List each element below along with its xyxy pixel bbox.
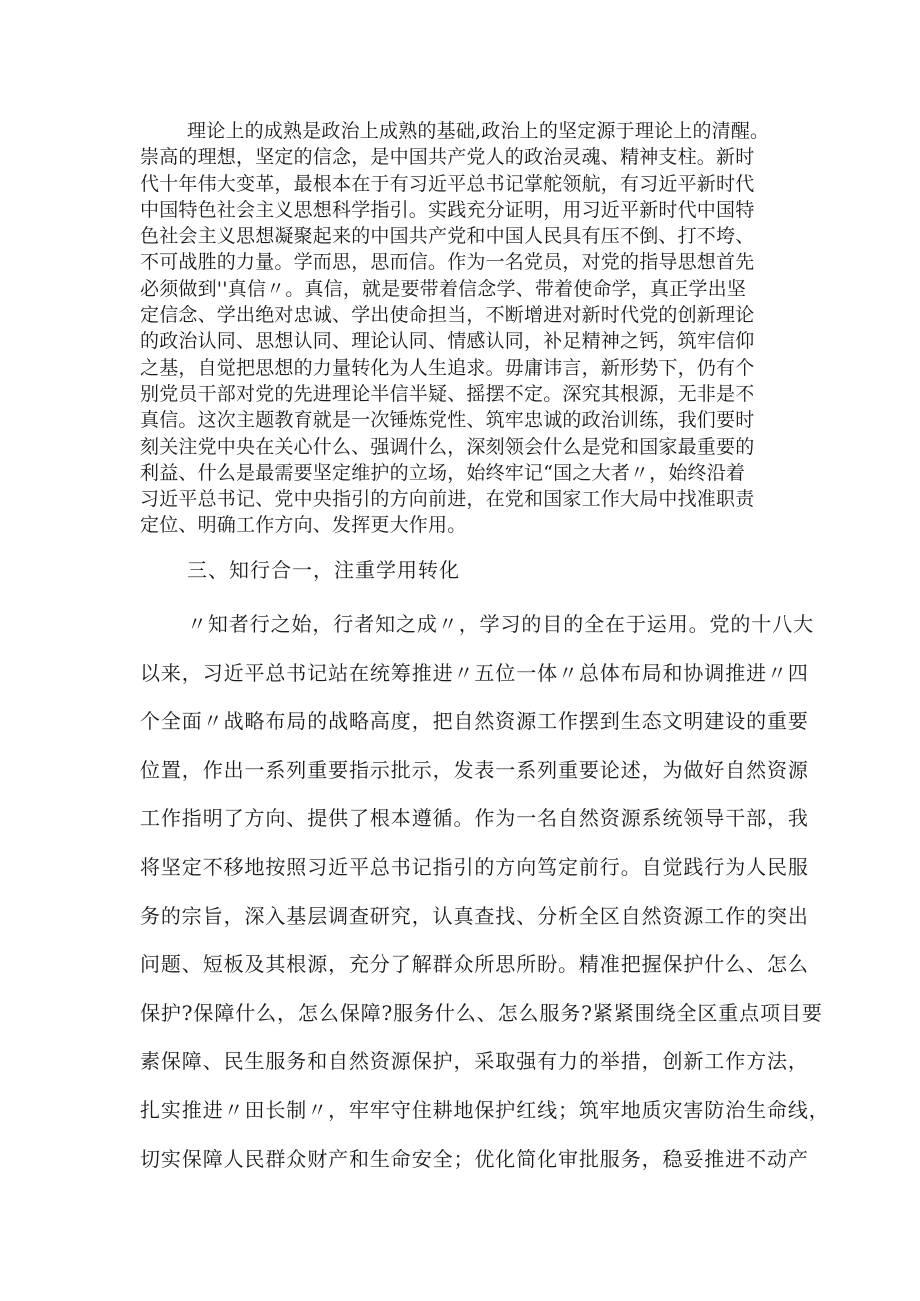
text-line: 代十年伟大变革，最根本在于有习近平总书记掌舵领航，有习近平新时代 [140, 172, 755, 195]
text-line: 素保障、民生服务和自然资源保护，采取强有力的举措，创新工作方法， [140, 1049, 809, 1074]
text-line: 刻关注党中央在关心什么、强调什么，深刻领会什么是党和国家最重要的 [140, 435, 755, 458]
text-line: 习近平总书记、党中央指引的方向前进，在党和国家工作大局中找准职责 [140, 488, 755, 511]
text-line: 之基，自觉把思想的力量转化为人生追求。毋庸讳言，新形势下，仍有个 [140, 356, 755, 379]
text-line: 色社会主义思想凝聚起来的中国共产党和中国人民具有压不倒、打不垮、 [140, 225, 755, 248]
paragraph-theory [140, 118, 840, 539]
text-line: 扎实推进〃田长制〃，牢牢守住耕地保护红线；筑牢地质灾害防治生命线， [140, 1097, 830, 1122]
text-line: 定位、明确工作方向、发挥更大作用。 [140, 514, 467, 537]
text-line: 将坚定不移地按照习近平总书记指引的方向笃定前行。自觉践行为人民服 [140, 854, 809, 879]
text-line: 理论上的成熟是政治上成熟的基础,政治上的坚定源于理论上的清醒。 [187, 120, 770, 142]
text-line: 定信念、学出绝对忠诚、学出使命担当，不断增进对新时代党的创新理论 [140, 304, 755, 327]
text-line: 〃知者行之始，行者知之成〃，学习的目的全在于运用。党的十八大 [187, 612, 814, 636]
text-line: 崇高的理想，坚定的信念，是中国共产党人的政治灵魂、精神支柱。新时 [140, 146, 755, 169]
text-line: 利益、什么是最需要坚定维护的立场，始终牢记“国之大者〃，始终沿着 [140, 461, 746, 484]
text-line: 真信。这次主题教育就是一次锤炼党性、筑牢忠诚的政治训练，我们要时 [140, 409, 755, 432]
section-heading: 三、知行合一，注重学用转化 [187, 558, 460, 582]
text-line: 不可战胜的力量。学而思，思而信。作为一名党员，对党的指导思想首先 [140, 251, 755, 274]
text-line: 以来，习近平总书记站在统筹推进〃五位一体〃总体布局和协调推进〃四 [140, 660, 809, 685]
text-line: 保护?保障什么，怎么保障?服务什么、怎么服务?紧紧围绕全区重点项目要 [140, 1000, 823, 1025]
text-line: 工作指明了方向、提供了根本遵循。作为一名自然资源系统领导干部，我 [140, 806, 809, 831]
text-line: 问题、短板及其根源，充分了解群众所思所盼。精准把握保护什么、怎么 [140, 952, 809, 977]
text-line: 的政治认同、思想认同、理论认同、情感认同，补足精神之钙，筑牢信仰 [140, 330, 755, 353]
paragraph-practice [140, 600, 840, 1183]
text-line: 务的宗旨，深入基层调查研究，认真查找、分析全区自然资源工作的突出 [140, 903, 809, 928]
text-line: 中国特色社会主义思想科学指引。实践充分证明，用习近平新时代中国特 [140, 198, 755, 221]
text-line: 必须做到''真信〃。真信，就是要带着信念学、带着使命学，真正学出坚 [140, 277, 747, 300]
text-line: 位置，作出一系列重要指示批示，发表一系列重要论述，为做好自然资源 [140, 757, 809, 782]
text-line: 别党员干部对党的先进理论半信半疑、摇摆不定。深究其根源，无非是不 [140, 382, 755, 405]
text-line: 切实保障人民群众财产和生命安全；优化简化审批服务，稳妥推进不动产 [140, 1146, 809, 1171]
text-line: 个全面〃战略布局的战略高度，把自然资源工作摆到生态文明建设的重要 [140, 709, 809, 734]
